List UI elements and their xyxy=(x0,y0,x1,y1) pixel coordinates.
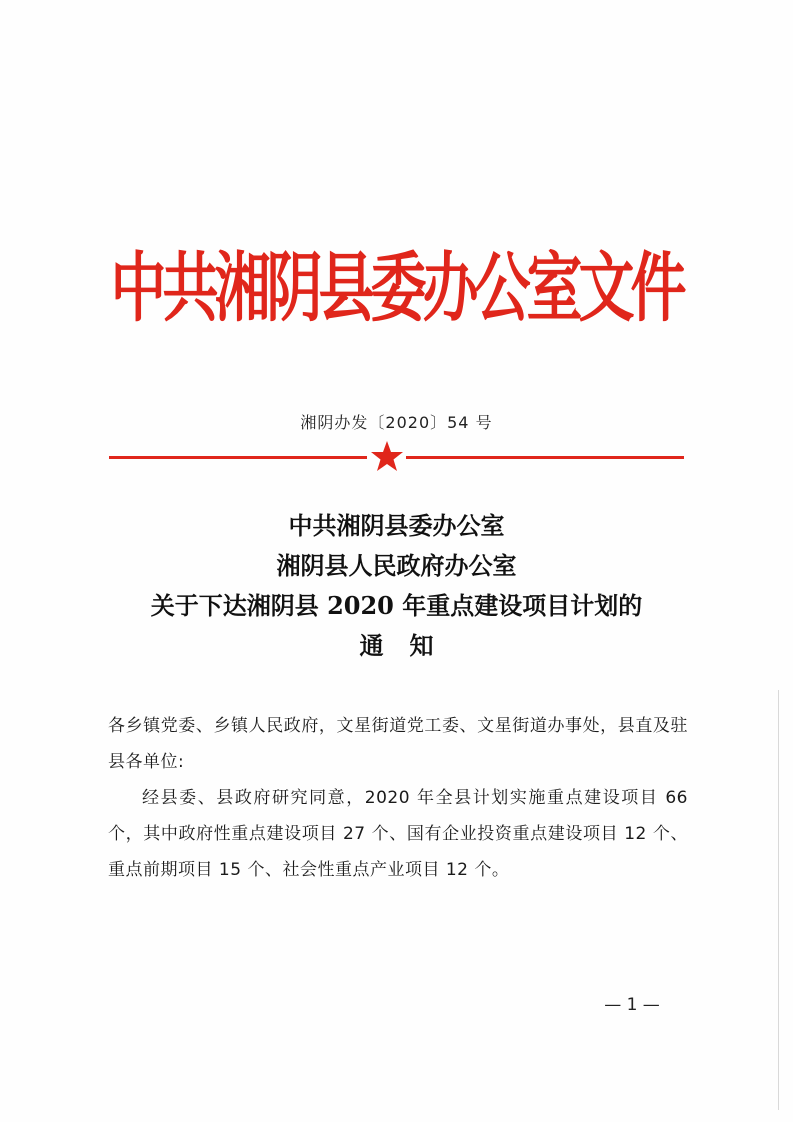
title-issuer-government: 湘阴县人民政府办公室 xyxy=(276,551,517,580)
red-divider-right xyxy=(406,456,684,459)
page-number: — 1 — xyxy=(604,995,660,1015)
salutation: 各乡镇党委、乡镇人民政府，文星街道党工委、文星街道办事处，县直及驻县各单位: xyxy=(108,716,688,772)
title-subject: 关于下达湘阴县 2020 年重点建设项目计划的 xyxy=(150,591,643,620)
star-icon xyxy=(370,440,404,472)
title-notice: 通知 xyxy=(359,631,460,660)
red-divider-left xyxy=(109,456,367,459)
document-body xyxy=(108,708,688,888)
document-masthead: 中共湘阴县委办公室文件 xyxy=(110,245,683,333)
body-paragraph: 经县委、县政府研究同意，2020 年全县计划实施重点建设项目 66 个，其中政府性重点建设项目 27 个、国有企业投资重点建设项目 12 个、重点前期项目 15 个、社会性重点产业项目 12 个。 xyxy=(108,788,688,880)
document-number: 湘阴办发〔2020〕54 号 xyxy=(300,413,493,432)
scan-edge-line xyxy=(778,690,779,1110)
document-title xyxy=(0,506,793,666)
title-issuer-party: 中共湘阴县委办公室 xyxy=(288,511,505,540)
